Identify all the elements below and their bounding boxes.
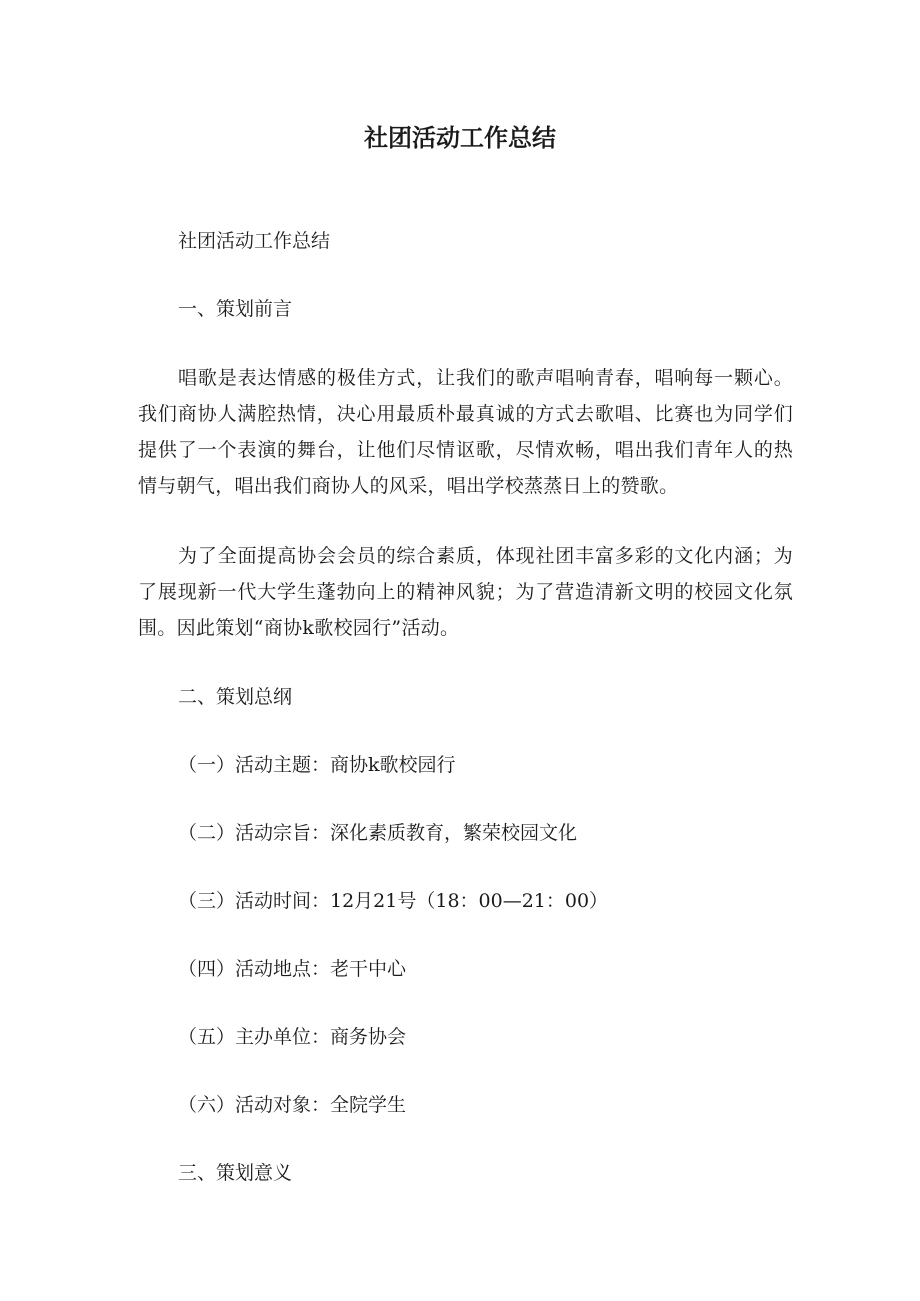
document-body: [138, 224, 793, 1190]
outline-item-organizer: （五）主办单位：商务协会: [178, 1026, 407, 1048]
paragraph-preface-2: 为了全面提高协会会员的综合素质，体现社团丰富多彩的文化内涵；为了展现新一代大学生蓬勃向上的精神风貌；为了营造清新文明的校园文化氛围。因此策划“商协k歌校园行”活动。: [138, 545, 793, 639]
section-heading-significance: 三、策划意义: [178, 1162, 293, 1184]
paragraph-preface-1: 唱歌是表达情感的极佳方式，让我们的歌声唱响青春，唱响每一颗心。我们商协人满腔热情，决心用最质朴最真诚的方式去歌唱、比赛也为同学们提供了一个表演的舞台，让他们尽情讴歌，尽情欢畅，唱出我们青年人的热情与朝气，唱出我们商协人的风采，唱出学校蒸蒸日上的赞歌。: [138, 367, 793, 497]
outline-item-time: （三）活动时间：12月21号（18：00—21：00）: [178, 890, 609, 912]
outline-item-theme: （一）活动主题：商协k歌校园行: [178, 754, 456, 776]
section-heading-preface: 一、策划前言: [178, 298, 293, 320]
outline-item-audience: （六）活动对象：全院学生: [178, 1094, 407, 1116]
document-title: 社团活动工作总结: [364, 124, 556, 152]
outline-item-location: （四）活动地点：老干中心: [178, 958, 407, 980]
outline-item-purpose: （二）活动宗旨：深化素质教育，繁荣校园文化: [178, 822, 578, 844]
document-subtitle: 社团活动工作总结: [178, 230, 331, 252]
section-heading-outline: 二、策划总纲: [178, 686, 293, 708]
